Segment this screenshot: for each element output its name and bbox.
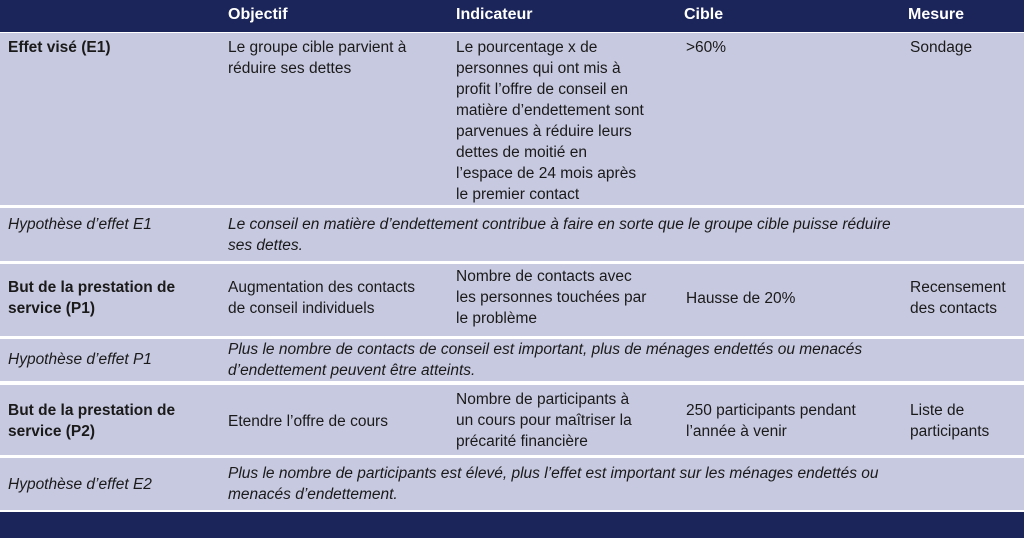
cell-indicateur: Nombre de contacts avec les personnes touchées par le problème	[456, 268, 647, 327]
cell-hypothese: Le conseil en matière d’endettement contribue à faire en sorte que le groupe cible puisse réduire ses dettes.	[228, 216, 891, 254]
cell-indicateur: Nombre de participants à un cours pour maîtriser la précarité financière	[456, 391, 632, 450]
row-label: Hypothèse d’effet P1	[8, 351, 152, 368]
header-objectif: Objectif	[228, 6, 288, 23]
table-row-hypothese-e1	[0, 208, 1024, 261]
table-row-prestation-p2	[0, 385, 1024, 455]
cell-cible: >60%	[686, 39, 727, 56]
row-label: But de la prestation de service (P2)	[8, 402, 176, 440]
row-label: Effet visé (E1)	[8, 39, 111, 56]
cell-hypothese: Plus le nombre de participants est élevé, plus l’effet est important sur les ménages endettés ou menacés d’endettement.	[228, 465, 879, 503]
cell-objectif: Augmentation des contacts de conseil individuels	[228, 279, 415, 317]
row-label: But de la prestation de service (P1)	[8, 279, 176, 317]
cell-indicateur: Le pourcentage x de personnes qui ont mis à profit l’offre de conseil en matière d’endettement sont parvenues à réduire leurs dettes de moitié en l’espace de 24 mois après le premier contact	[456, 39, 644, 203]
table-row-hypothese-p1	[0, 339, 1024, 381]
cell-hypothese: Plus le nombre de contacts de conseil est important, plus de ménages endettés ou menacés d’endettement peuvent être atteints.	[228, 341, 863, 379]
cell-cible: Hausse de 20%	[686, 290, 796, 307]
cell-mesure: Sondage	[910, 39, 973, 56]
table-row-effet-e1	[0, 33, 1024, 205]
table-header	[0, 0, 1024, 32]
row-label: Hypothèse d’effet E1	[8, 216, 152, 233]
cell-mesure: Liste de participants	[910, 402, 990, 440]
header-indicateur: Indicateur	[456, 6, 533, 23]
table-row-hypothese-e2	[0, 458, 1024, 510]
row-label: Hypothèse d’effet E2	[8, 476, 152, 493]
cell-mesure: Recensement des contacts	[910, 279, 1006, 317]
header-cible: Cible	[684, 6, 724, 23]
table-row-prestation-p1	[0, 264, 1024, 336]
cell-objectif: Le groupe cible parvient à réduire ses dettes	[228, 39, 407, 77]
table-footer	[0, 512, 1024, 538]
cell-objectif: Etendre l’offre de cours	[228, 413, 388, 430]
header-mesure: Mesure	[908, 6, 965, 23]
cell-cible: 250 participants pendant l’année à venir	[686, 402, 856, 440]
